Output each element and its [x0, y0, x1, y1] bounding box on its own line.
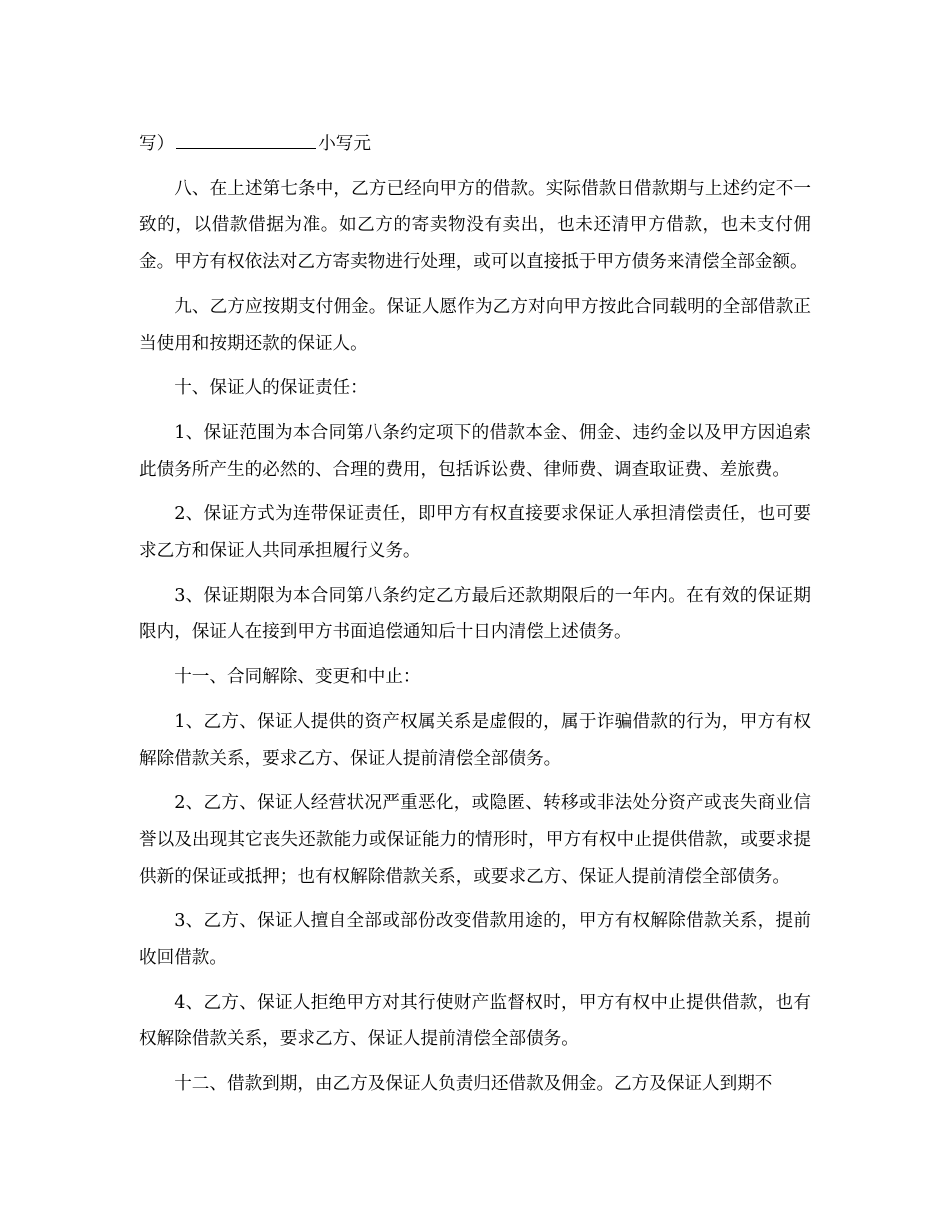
clause-10-item-3: 3、保证期限为本合同第八条约定乙方最后还款期限后的一年内。在有效的保证期限内，保证人在接到甲方书面追偿通知后十日内清偿上述债务。 — [139, 585, 811, 643]
clause-11-heading: 十一、合同解除、变更和中止： — [174, 667, 421, 688]
clause-9: 九、乙方应按期支付佣金。保证人愿作为乙方对向甲方按此合同载明的全部借款正当使用和按期还款的保证人。 — [139, 296, 811, 354]
clause-11-item-4: 4、乙方、保证人拒绝甲方对其行使财产监督权时，甲方有权中止提供借款，也有权解除借款关系，要求乙方、保证人提前清偿全部债务。 — [139, 992, 811, 1050]
clause-11-item-2: 2、乙方、保证人经营状况严重恶化，或隐匿、转移或非法处分资产或丧失商业信誉以及出现其它丧失还款能力或保证能力的情形时，甲方有权中止提供借款，或要求提供新的保证或抵押；也有权解除借款关系，或要求乙方、保证人提前清偿全部债务。 — [139, 793, 811, 887]
clause-11-item-3: 3、乙方、保证人擅自全部或部份改变借款用途的，甲方有权解除借款关系，提前收回借款。 — [139, 911, 811, 969]
document-body — [139, 126, 811, 1111]
clause-10-item-2: 2、保证方式为连带保证责任，即甲方有权直接要求保证人承担清偿责任，也可要求乙方和保证人共同承担履行义务。 — [139, 504, 811, 562]
amount-blank-field — [176, 130, 316, 149]
amount-prefix: 写） — [139, 134, 175, 154]
clause-12: 十二、借款到期，由乙方及保证人负责归还借款及佣金。乙方及保证人到期不 — [174, 1074, 773, 1095]
clause-11-item-1: 1、乙方、保证人提供的资产权属关系是虚假的，属于诈骗借款的行为，甲方有权解除借款关系，要求乙方、保证人提前清偿全部债务。 — [139, 711, 811, 769]
amount-suffix: 小写元 — [318, 134, 371, 154]
clause-8: 八、在上述第七条中，乙方已经向甲方的借款。实际借款日借款期与上述约定不一致的，以借款借据为准。如乙方的寄卖物没有卖出，也未还清甲方借款，也未支付佣金。甲方有权依法对乙方寄卖物进行处理，或可以直接抵于甲方债务来清偿全部金额。 — [139, 178, 811, 273]
clause-10-item-1: 1、保证范围为本合同第八条约定项下的借款本金、佣金、违约金以及甲方因追索此债务所产生的必然的、合理的费用，包括诉讼费、律师费、调查取证费、差旅费。 — [139, 422, 811, 480]
amount-line — [139, 126, 811, 163]
clause-10-heading: 十、保证人的保证责任： — [174, 378, 368, 399]
